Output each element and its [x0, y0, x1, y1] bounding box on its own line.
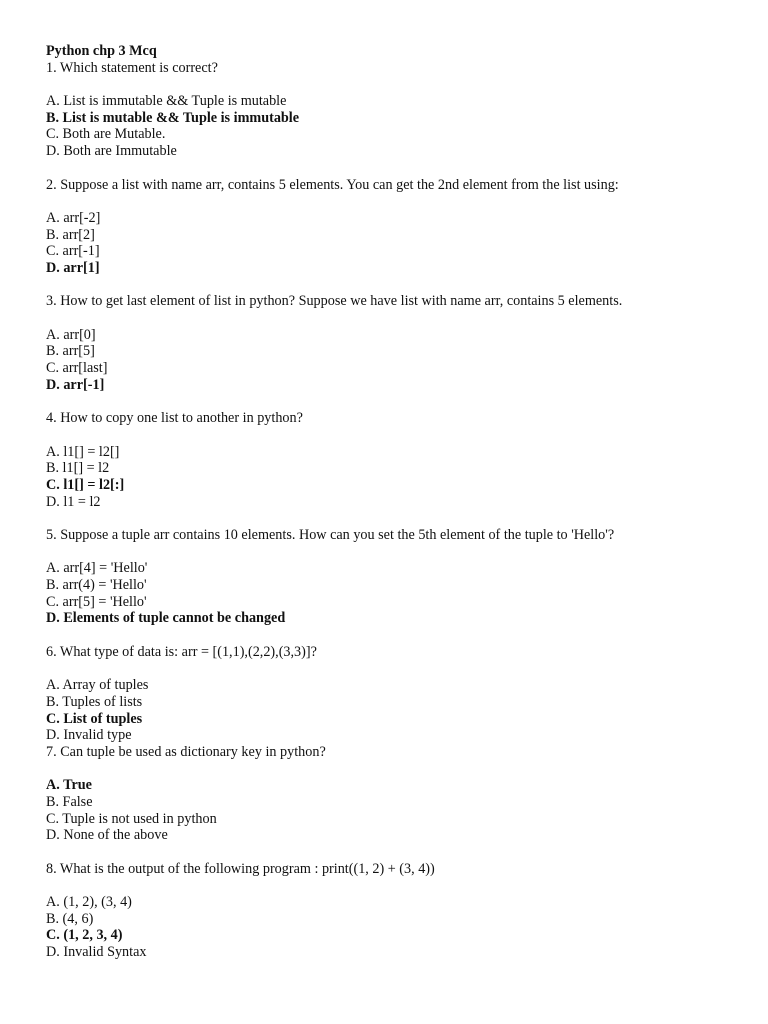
spacer	[46, 277, 746, 294]
spacer	[46, 660, 746, 677]
question-block	[46, 60, 746, 177]
question-text: 7. Can tuple be used as dictionary key in python?	[46, 743, 326, 760]
spacer	[46, 844, 746, 861]
option-c-correct: C. List of tuples	[46, 710, 143, 727]
option-c: C. Both are Mutable.	[46, 126, 166, 143]
spacer	[46, 877, 746, 894]
spacer	[46, 627, 746, 644]
option-d: D. Both are Immutable	[46, 143, 177, 160]
option-a: A. arr[-2]	[46, 209, 101, 226]
option-a: A. List is immutable && Tuple is mutable	[46, 93, 287, 110]
document-title: Python chp 3 Mcq	[46, 43, 157, 59]
document-page	[46, 43, 746, 961]
option-c: C. arr[5] = 'Hello'	[46, 593, 147, 610]
option-b: B. arr(4) = 'Hello'	[46, 577, 147, 593]
spacer	[46, 393, 746, 410]
option-d: D. None of the above	[46, 827, 168, 844]
option-d-correct: D. Elements of tuple cannot be changed	[46, 610, 286, 627]
spacer	[46, 544, 746, 561]
question-text: 4. How to copy one list to another in python?	[46, 410, 303, 427]
question-block	[46, 861, 746, 961]
option-b: B. l1[] = l2	[46, 460, 110, 477]
question-block	[46, 644, 746, 744]
option-b: B. False	[46, 793, 93, 810]
option-b-correct: B. List is mutable && Tuple is immutable	[46, 109, 300, 126]
option-a-correct: A. True	[46, 777, 92, 794]
option-d: D. l1 = l2	[46, 493, 101, 510]
option-d-correct: D. arr[1]	[46, 259, 100, 276]
option-d: D. Invalid type	[46, 727, 132, 744]
option-a: A. l1[] = l2[]	[46, 443, 120, 460]
spacer	[46, 310, 746, 327]
option-b: B. (4, 6)	[46, 910, 94, 927]
option-c-correct: C. l1[] = l2[:]	[46, 476, 125, 493]
question-text: 8. What is the output of the following program : print((1, 2) + (3, 4))	[46, 860, 435, 877]
question-text: 3. How to get last element of list in python? Suppose we have list with name arr, contains 5 elements.	[46, 293, 623, 310]
spacer	[46, 427, 746, 444]
option-a: A. Array of tuples	[46, 677, 149, 694]
question-text: 2. Suppose a list with name arr, contains 5 elements. You can get the 2nd element from the list using:	[46, 176, 619, 193]
option-d-correct: D. arr[-1]	[46, 376, 105, 393]
question-block	[46, 410, 746, 527]
question-text: 6. What type of data is: arr = [(1,1),(2,2),(3,3)]?	[46, 643, 317, 660]
question-block	[46, 293, 746, 410]
spacer	[46, 761, 746, 778]
option-a: A. arr[0]	[46, 326, 96, 343]
question-text: 5. Suppose a tuple arr contains 10 elements. How can you set the 5th element of the tuple to 'Hello'?	[46, 526, 615, 543]
option-b: B. arr[5]	[46, 343, 95, 360]
spacer	[46, 76, 746, 93]
option-b: B. arr[2]	[46, 226, 95, 243]
spacer	[46, 160, 746, 177]
option-a: A. arr[4] = 'Hello'	[46, 560, 148, 577]
question-text: 1. Which statement is correct?	[46, 59, 218, 76]
spacer	[46, 193, 746, 210]
option-c: C. arr[-1]	[46, 243, 100, 260]
option-b: B. Tuples of lists	[46, 693, 143, 710]
option-c-correct: C. (1, 2, 3, 4)	[46, 927, 123, 944]
question-block	[46, 527, 746, 644]
option-a: A. (1, 2), (3, 4)	[46, 894, 132, 911]
option-c: C. arr[last]	[46, 360, 108, 377]
option-d: D. Invalid Syntax	[46, 944, 147, 961]
question-block	[46, 744, 746, 861]
question-block	[46, 177, 746, 294]
option-c: C. Tuple is not used in python	[46, 810, 217, 827]
spacer	[46, 510, 746, 527]
